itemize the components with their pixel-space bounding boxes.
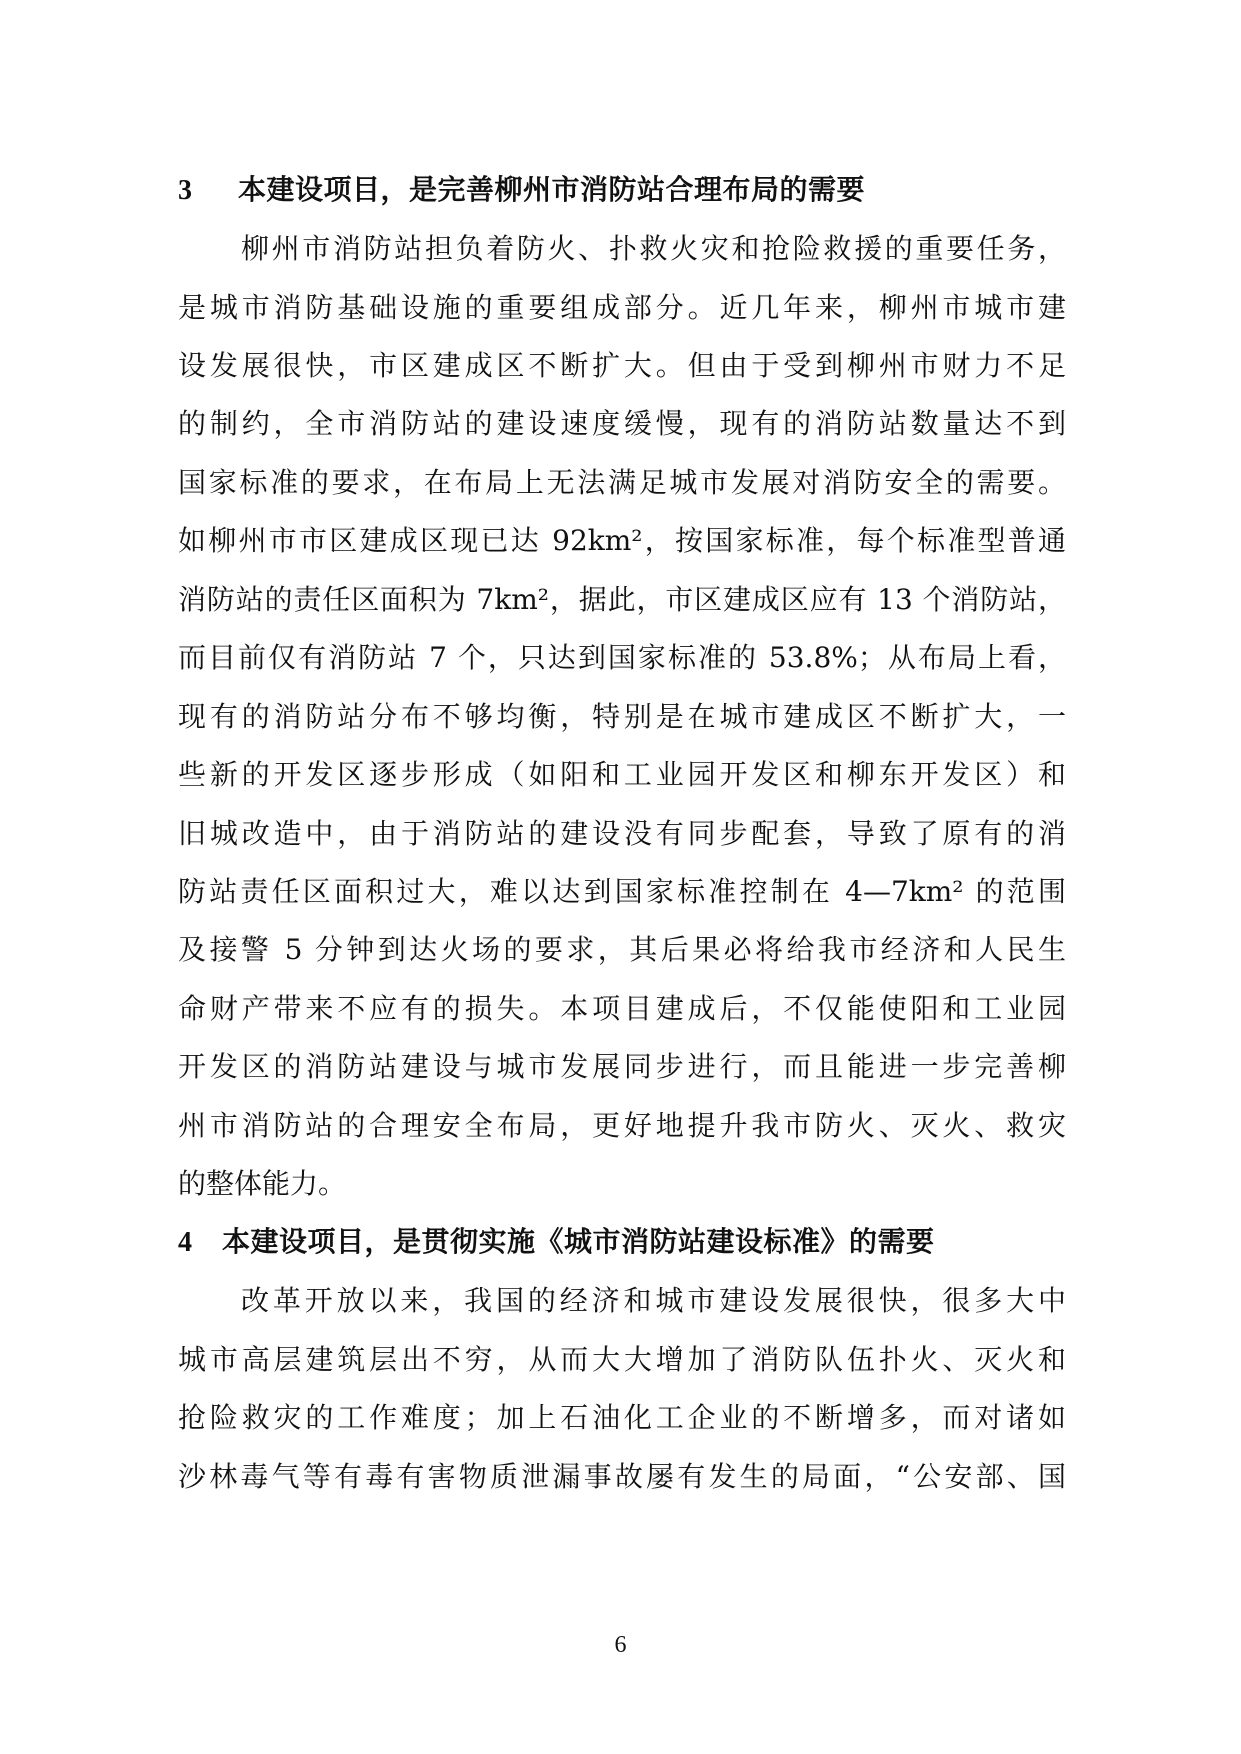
section-3-line: 开发区的消防站建设与城市发展同步进行，而且能进一步完善柳	[178, 1050, 1066, 1083]
section-3-line: 现有的消防站分布不够均衡，特别是在城市建成区不断扩大，一	[178, 700, 1066, 733]
section-3-line: 州市消防站的合理安全布局，更好地提升我市防火、灭火、救灾	[178, 1109, 1066, 1142]
section-3-line: 国家标准的要求，在布局上无法满足城市发展对消防安全的需要。	[178, 466, 1066, 499]
section-4-heading	[178, 1222, 935, 1262]
section-3-heading	[178, 170, 865, 210]
section-4-title: 本建设项目，是贯彻实施《城市消防站建设标准》的需要	[222, 1225, 935, 1258]
section-4-number: 4	[178, 1227, 193, 1258]
section-3-line: 及接警 5 分钟到达火场的要求，其后果必将给我市经济和人民生	[178, 933, 1066, 966]
section-3-line: 消防站的责任区面积为 7km²，据此，市区建成区应有 13 个消防站，	[178, 583, 1066, 616]
page-number: 6	[614, 1632, 627, 1658]
section-4-line: 改革开放以来，我国的经济和城市建设发展很快，很多大中	[241, 1284, 1066, 1317]
section-3-line: 而目前仅有消防站 7 个，只达到国家标准的 53.8%；从布局上看，	[178, 641, 1066, 674]
section-3-line: 命财产带来不应有的损失。本项目建成后，不仅能使阳和工业园	[178, 992, 1066, 1025]
section-4-line: 抢险救灾的工作难度；加上石油化工企业的不断增多，而对诸如	[178, 1401, 1066, 1434]
section-3-line: 如柳州市市区建成区现已达 92km²，按国家标准，每个标准型普通	[178, 524, 1066, 557]
section-3-line: 旧城改造中，由于消防站的建设没有同步配套，导致了原有的消	[178, 817, 1066, 850]
section-3-number: 3	[178, 175, 193, 206]
section-3-title: 本建设项目，是完善柳州市消防站合理布局的需要	[238, 173, 866, 206]
section-3-line: 些新的开发区逐步形成（如阳和工业园开发区和柳东开发区）和	[178, 758, 1066, 791]
section-3-line: 防站责任区面积过大，难以达到国家标准控制在 4—7km² 的范围	[178, 875, 1066, 908]
section-3-line: 柳州市消防站担负着防火、扑救火灾和抢险救援的重要任务，	[241, 232, 1066, 265]
section-3-line: 设发展很快，市区建成区不断扩大。但由于受到柳州市财力不足	[178, 349, 1066, 382]
section-4-line: 城市高层建筑层出不穷，从而大大增加了消防队伍扑火、灭火和	[178, 1343, 1066, 1376]
section-3-line: 的整体能力。	[178, 1167, 347, 1200]
section-3-line: 是城市消防基础设施的重要组成部分。近几年来，柳州市城市建	[178, 291, 1066, 324]
section-3-line: 的制约，全市消防站的建设速度缓慢，现有的消防站数量达不到	[178, 407, 1066, 440]
section-4-line: 沙林毒气等有毒有害物质泄漏事故屡有发生的局面，“公安部、国	[178, 1460, 1066, 1493]
